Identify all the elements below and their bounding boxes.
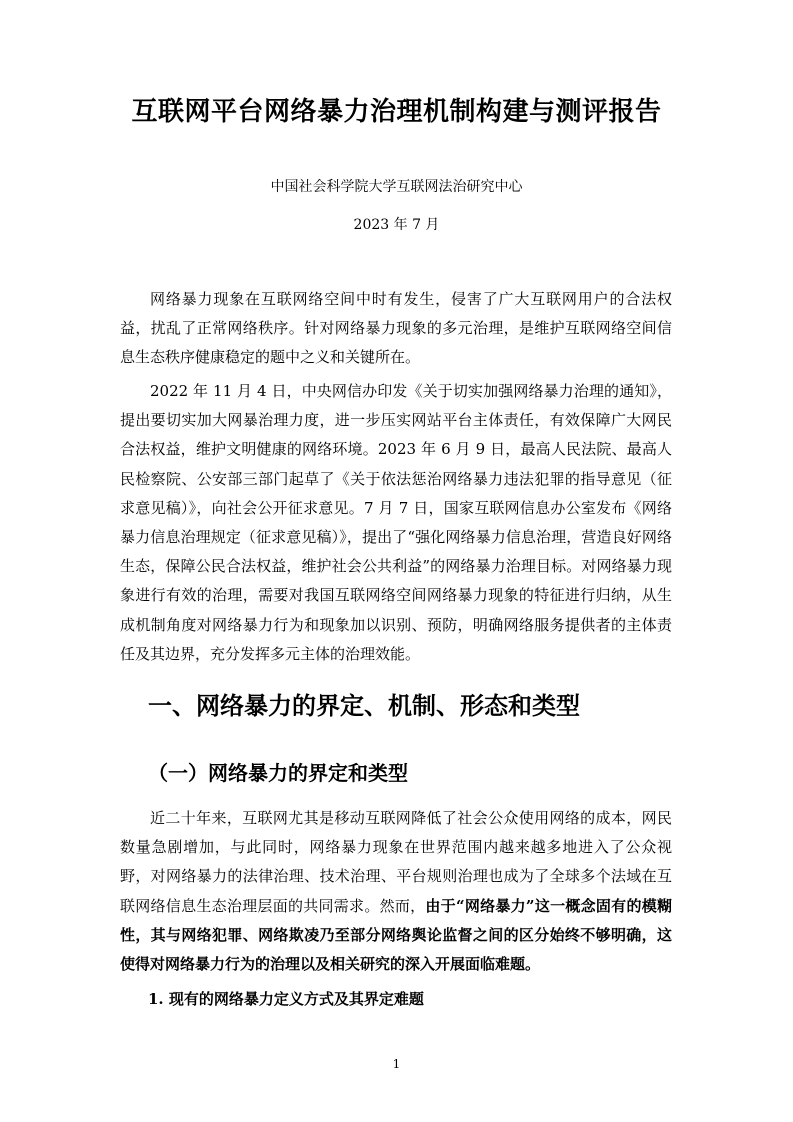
sub-subsection-heading: 1. 现有的网络暴力定义方式及其界定难题 (148, 990, 424, 1008)
background-paragraph: 2022 年 11 月 4 日，中央网信办印发《关于切实加强网络暴力治理的通知》，提出要切实加大网暴治理力度，进一步压实网站平台主体责任，有效保障广大网民合法权益，维护文明健康的网络环境。2023 年 6 月 9 日，最高人民法院、最高人民检察院、公安部三部门起草了《关于依法惩治网络暴力违法犯罪的指导意见（征求意见稿）》，向社会公开征求意见。7 月 7 日，国家互联网信息办公室发布《网络暴力信息治理规定（征求意见稿）》，提出了“强化网络暴力信息治理，营造良好网络生态，保障公民合法权益，维护社会公共利益”的网络暴力治理目标。对网络暴力现象进行有效的治理，需要对我国互联网络空间网络暴力现象的特征进行归纳，从生成机制角度对网络暴力行为和现象加以识别、预防，明确网络服务提供者的主体责任及其边界，充分发挥多元主体的治理效能。 (120, 382, 672, 663)
definition-paragraph (120, 804, 672, 979)
author-organization: 中国社会科学院大学互联网法治研究中心 (270, 179, 523, 195)
paragraph-emphasis: 由于“网络暴力”这一概念固有的模糊性，其与网络犯罪、网络欺凌乃至部分网络舆论监督之间的区分始终不够明确，这使得对网络暴力行为的治理以及相关研究的深入开展面临难题。 (120, 896, 672, 974)
document-title: 互联网平台网络暴力治理机制构建与测评报告 (131, 97, 662, 127)
intro-paragraph: 网络暴力现象在互联网络空间中时有发生，侵害了广大互联网用户的合法权益，扰乱了正常网络秩序。针对网络暴力现象的多元治理，是维护互联网络空间信息生态秩序健康稳定的题中之义和关键所在。 (120, 290, 672, 367)
subsection-heading: （一）网络暴力的界定和类型 (148, 761, 408, 785)
section-heading: 一、网络暴力的界定、机制、形态和类型 (148, 692, 580, 720)
paragraph-text: 近二十年来，互联网尤其是移动互联网降低了社会公众使用网络的成本，网民数量急剧增加，与此同时，网络暴力现象在世界范围内越来越多地进入了公众视野，对网络暴力的法律治理、技术治理、平台规则治理也成为了全球多个法域在互联网络信息生态治理层面的共同需求。然而， (120, 809, 672, 915)
publication-date: 2023 年 7 月 (353, 217, 440, 233)
page-number: 1 (392, 1057, 401, 1071)
